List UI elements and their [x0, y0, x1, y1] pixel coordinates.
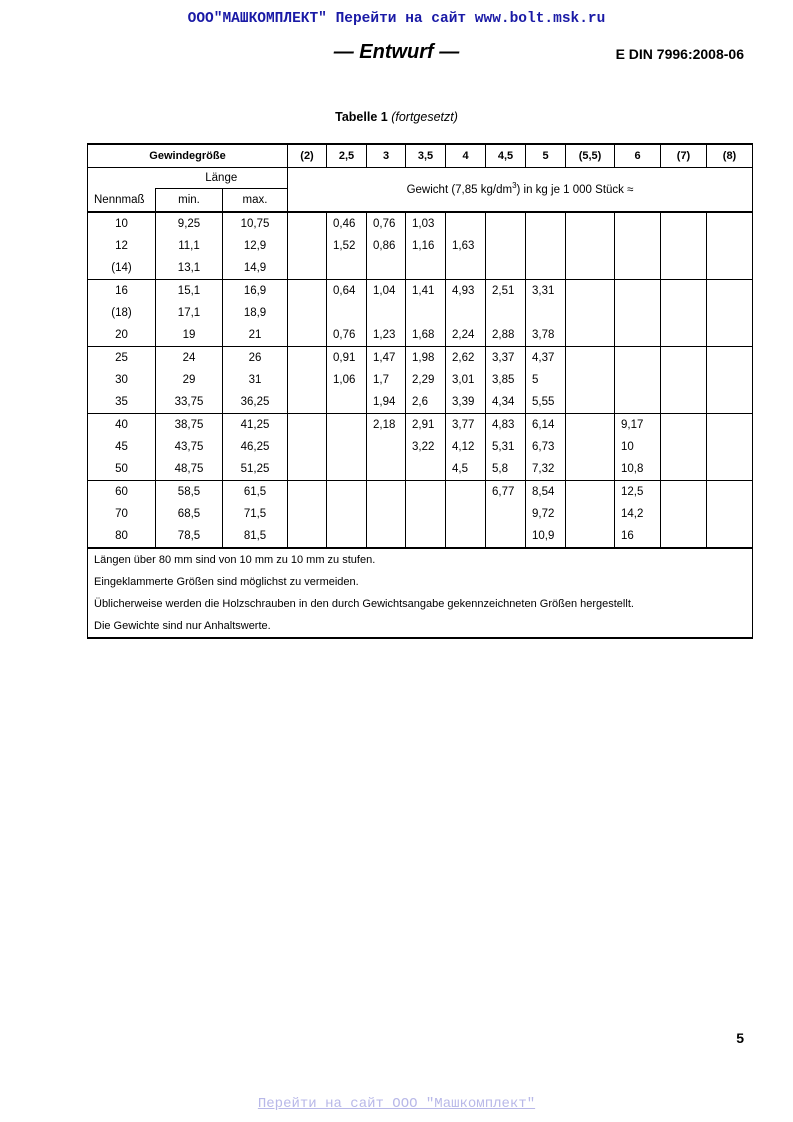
header-laenge: Länge — [156, 168, 288, 189]
table-row — [88, 369, 753, 391]
cell-weight: 12,5 — [615, 481, 661, 504]
table-caption-title: Tabelle 1 — [335, 110, 388, 124]
cell-weight: 9,72 — [526, 503, 566, 525]
cell-weight — [707, 302, 753, 324]
cell-min: 43,75 — [156, 436, 223, 458]
cell-nennmass: 25 — [88, 347, 156, 370]
cell-max: 16,9 — [223, 280, 288, 303]
header-row-sizes — [88, 144, 753, 168]
table-caption — [0, 110, 793, 124]
cell-weight — [707, 212, 753, 235]
cell-weight: 2,51 — [486, 280, 526, 303]
top-site-link[interactable]: ООО"МАШКОМПЛЕКТ" Перейти на сайт www.bolt.msk.ru — [187, 11, 606, 27]
cell-weight — [486, 302, 526, 324]
cell-weight — [367, 481, 406, 504]
cell-weight — [661, 414, 707, 437]
cell-weight — [288, 324, 327, 347]
cell-weight — [288, 347, 327, 370]
cell-weight: 8,54 — [526, 481, 566, 504]
cell-weight — [288, 414, 327, 437]
cell-weight — [327, 481, 367, 504]
cell-nennmass: 70 — [88, 503, 156, 525]
header-min: min. — [156, 189, 223, 213]
cell-min: 58,5 — [156, 481, 223, 504]
cell-weight — [367, 302, 406, 324]
header-size: (8) — [707, 144, 753, 168]
cell-weight — [327, 414, 367, 437]
cell-weight — [661, 324, 707, 347]
header-size: 3,5 — [406, 144, 446, 168]
cell-weight — [566, 436, 615, 458]
cell-nennmass: 35 — [88, 391, 156, 414]
cell-weight — [327, 436, 367, 458]
cell-weight — [288, 235, 327, 257]
cell-min: 17,1 — [156, 302, 223, 324]
cell-max: 21 — [223, 324, 288, 347]
cell-weight — [566, 414, 615, 437]
cell-weight — [615, 302, 661, 324]
cell-weight — [566, 481, 615, 504]
cell-weight: 2,29 — [406, 369, 446, 391]
table-row — [88, 414, 753, 437]
cell-weight: 6,73 — [526, 436, 566, 458]
cell-weight — [707, 369, 753, 391]
cell-weight — [288, 391, 327, 414]
cell-weight — [327, 458, 367, 481]
cell-weight: 1,06 — [327, 369, 367, 391]
cell-weight — [406, 503, 446, 525]
cell-weight — [486, 503, 526, 525]
cell-weight — [661, 458, 707, 481]
cell-min: 68,5 — [156, 503, 223, 525]
cell-weight: 4,12 — [446, 436, 486, 458]
cell-weight — [566, 347, 615, 370]
header-size: 4 — [446, 144, 486, 168]
cell-weight: 10,8 — [615, 458, 661, 481]
cell-weight — [707, 414, 753, 437]
cell-weight: 0,86 — [367, 235, 406, 257]
cell-weight: 7,32 — [526, 458, 566, 481]
page-number: 5 — [736, 1030, 744, 1046]
cell-weight — [406, 302, 446, 324]
cell-weight — [327, 391, 367, 414]
cell-weight: 4,5 — [446, 458, 486, 481]
cell-weight — [406, 458, 446, 481]
cell-weight — [446, 257, 486, 280]
weight-table — [87, 143, 753, 639]
cell-weight — [566, 503, 615, 525]
header-size: (7) — [661, 144, 707, 168]
cell-weight: 3,31 — [526, 280, 566, 303]
cell-weight: 4,83 — [486, 414, 526, 437]
table-row — [88, 525, 753, 548]
table-caption-note: (fortgesetzt) — [391, 110, 458, 124]
header-size: 5 — [526, 144, 566, 168]
cell-weight — [367, 503, 406, 525]
cell-weight — [446, 481, 486, 504]
note-line: Üblicherweise werden die Holzschrauben in den durch Gewichtsangabe gekennzeichneten Größen hergestellt. — [94, 598, 634, 610]
cell-weight: 3,01 — [446, 369, 486, 391]
cell-nennmass: 80 — [88, 525, 156, 548]
header-weight-label: Gewicht (7,85 $kg/dm^3$) in kg je 1 000 Stück ≈ — [288, 168, 753, 213]
cell-weight: 1,23 — [367, 324, 406, 347]
cell-weight: 1,41 — [406, 280, 446, 303]
cell-weight — [406, 525, 446, 548]
cell-weight: 0,64 — [327, 280, 367, 303]
note-line: Die Gewichte sind nur Anhaltswerte. — [94, 620, 271, 632]
cell-max: 81,5 — [223, 525, 288, 548]
cell-min: 13,1 — [156, 257, 223, 280]
cell-weight — [615, 235, 661, 257]
cell-weight — [288, 280, 327, 303]
cell-weight: 4,93 — [446, 280, 486, 303]
cell-weight: 2,6 — [406, 391, 446, 414]
cell-max: 41,25 — [223, 414, 288, 437]
cell-weight: 3,77 — [446, 414, 486, 437]
cell-weight — [615, 212, 661, 235]
table-row — [88, 324, 753, 347]
cell-weight — [566, 369, 615, 391]
note-line: Eingeklammerte Größen sind möglichst zu vermeiden. — [94, 576, 359, 588]
cell-weight: 1,52 — [327, 235, 367, 257]
cell-weight: 0,76 — [367, 212, 406, 235]
cell-max: 46,25 — [223, 436, 288, 458]
cell-weight — [707, 347, 753, 370]
cell-weight: 1,63 — [446, 235, 486, 257]
cell-weight — [615, 347, 661, 370]
cell-weight — [446, 503, 486, 525]
cell-weight — [661, 369, 707, 391]
cell-min: 33,75 — [156, 391, 223, 414]
cell-weight — [486, 212, 526, 235]
cell-weight: 9,17 — [615, 414, 661, 437]
cell-weight — [615, 369, 661, 391]
cell-weight: 0,91 — [327, 347, 367, 370]
cell-weight: 1,16 — [406, 235, 446, 257]
cell-min: 19 — [156, 324, 223, 347]
header-size: (2) — [288, 144, 327, 168]
header-size: 2,5 — [327, 144, 367, 168]
cell-weight — [566, 257, 615, 280]
cell-weight: 2,24 — [446, 324, 486, 347]
cell-weight: 1,68 — [406, 324, 446, 347]
cell-nennmass: 45 — [88, 436, 156, 458]
cell-weight — [288, 257, 327, 280]
cell-weight — [661, 347, 707, 370]
cell-weight — [367, 436, 406, 458]
cell-weight: 5,31 — [486, 436, 526, 458]
cell-weight: 2,91 — [406, 414, 446, 437]
cell-weight — [661, 481, 707, 504]
cell-weight — [566, 324, 615, 347]
cell-weight — [327, 525, 367, 548]
cell-weight — [446, 302, 486, 324]
header-size: 3 — [367, 144, 406, 168]
header-size: 4,5 — [486, 144, 526, 168]
table-row — [88, 436, 753, 458]
header-gewindegroesse: Gewindegröße — [88, 144, 288, 168]
cell-weight — [288, 436, 327, 458]
cell-weight — [367, 257, 406, 280]
cell-weight — [486, 235, 526, 257]
cell-weight — [615, 280, 661, 303]
cell-weight: 6,14 — [526, 414, 566, 437]
cell-nennmass: (18) — [88, 302, 156, 324]
cell-weight — [327, 503, 367, 525]
table-row — [88, 347, 753, 370]
cell-weight — [615, 257, 661, 280]
cell-weight — [615, 324, 661, 347]
cell-weight: 1,94 — [367, 391, 406, 414]
cell-weight — [288, 525, 327, 548]
cell-weight — [406, 481, 446, 504]
table-row — [88, 503, 753, 525]
table-row — [88, 481, 753, 504]
cell-weight — [446, 525, 486, 548]
cell-weight — [707, 436, 753, 458]
cell-weight: 5 — [526, 369, 566, 391]
cell-weight: 14,2 — [615, 503, 661, 525]
cell-nennmass: (14) — [88, 257, 156, 280]
cell-max: 51,25 — [223, 458, 288, 481]
cell-min: 24 — [156, 347, 223, 370]
cell-weight — [526, 302, 566, 324]
cell-weight: 2,18 — [367, 414, 406, 437]
cell-min: 9,25 — [156, 212, 223, 235]
header-row-laenge — [88, 168, 753, 189]
draft-label: — Entwurf — — [333, 41, 460, 63]
cell-weight: 3,37 — [486, 347, 526, 370]
cell-weight — [661, 257, 707, 280]
cell-weight — [526, 212, 566, 235]
cell-weight: 0,46 — [327, 212, 367, 235]
table-notes — [88, 548, 753, 638]
cell-weight — [288, 369, 327, 391]
cell-weight — [566, 458, 615, 481]
cell-weight — [288, 503, 327, 525]
cell-weight: 0,76 — [327, 324, 367, 347]
cell-weight — [566, 212, 615, 235]
cell-weight — [707, 280, 753, 303]
table-row — [88, 280, 753, 303]
table-body — [88, 212, 753, 548]
header-nennmass: Nennmaß — [88, 189, 156, 213]
cell-weight — [707, 324, 753, 347]
cell-weight — [707, 481, 753, 504]
cell-max: 26 — [223, 347, 288, 370]
cell-weight — [446, 212, 486, 235]
table-row — [88, 302, 753, 324]
cell-weight: 2,62 — [446, 347, 486, 370]
cell-weight — [566, 525, 615, 548]
table-row — [88, 257, 753, 280]
cell-weight: 4,34 — [486, 391, 526, 414]
cell-weight — [661, 235, 707, 257]
cell-weight — [566, 280, 615, 303]
table-row — [88, 458, 753, 481]
cell-weight: 3,85 — [486, 369, 526, 391]
cell-weight: 16 — [615, 525, 661, 548]
cell-nennmass: 60 — [88, 481, 156, 504]
cell-weight — [661, 436, 707, 458]
cell-weight — [288, 481, 327, 504]
cell-nennmass: 16 — [88, 280, 156, 303]
table-row — [88, 212, 753, 235]
cell-weight: 1,03 — [406, 212, 446, 235]
cell-weight — [486, 257, 526, 280]
cell-weight: 3,78 — [526, 324, 566, 347]
cell-max: 10,75 — [223, 212, 288, 235]
cell-max: 12,9 — [223, 235, 288, 257]
cell-weight — [707, 235, 753, 257]
cell-weight: 5,55 — [526, 391, 566, 414]
cell-weight — [526, 235, 566, 257]
cell-min: 48,75 — [156, 458, 223, 481]
cell-max: 36,25 — [223, 391, 288, 414]
cell-min: 78,5 — [156, 525, 223, 548]
cell-min: 38,75 — [156, 414, 223, 437]
cell-nennmass: 10 — [88, 212, 156, 235]
cell-nennmass: 20 — [88, 324, 156, 347]
cell-nennmass: 40 — [88, 414, 156, 437]
cell-weight: 2,88 — [486, 324, 526, 347]
cell-weight — [707, 458, 753, 481]
cell-weight: 1,04 — [367, 280, 406, 303]
cell-weight — [288, 458, 327, 481]
cell-weight — [406, 257, 446, 280]
cell-weight — [707, 503, 753, 525]
cell-max: 71,5 — [223, 503, 288, 525]
cell-nennmass: 12 — [88, 235, 156, 257]
cell-weight — [661, 302, 707, 324]
cell-weight: 3,39 — [446, 391, 486, 414]
cell-weight — [566, 391, 615, 414]
cell-weight — [661, 212, 707, 235]
bottom-site-link[interactable]: Перейти на сайт ООО "Машкомплект" — [257, 1096, 536, 1112]
cell-weight: 1,98 — [406, 347, 446, 370]
cell-weight — [707, 257, 753, 280]
cell-weight: 4,37 — [526, 347, 566, 370]
cell-weight: 10,9 — [526, 525, 566, 548]
cell-max: 61,5 — [223, 481, 288, 504]
cell-weight — [566, 302, 615, 324]
cell-weight — [288, 302, 327, 324]
cell-weight: 1,7 — [367, 369, 406, 391]
cell-nennmass: 50 — [88, 458, 156, 481]
cell-weight — [526, 257, 566, 280]
cell-max: 18,9 — [223, 302, 288, 324]
cell-weight: 10 — [615, 436, 661, 458]
header-max: max. — [223, 189, 288, 213]
note-line: Längen über 80 mm sind von 10 mm zu 10 mm zu stufen. — [94, 554, 376, 566]
cell-min: 29 — [156, 369, 223, 391]
cell-weight: 1,47 — [367, 347, 406, 370]
cell-min: 15,1 — [156, 280, 223, 303]
cell-weight — [367, 525, 406, 548]
cell-weight — [327, 257, 367, 280]
header-size: (5,5) — [566, 144, 615, 168]
cell-weight — [367, 458, 406, 481]
cell-weight — [615, 391, 661, 414]
table-row — [88, 235, 753, 257]
cell-weight: 5,8 — [486, 458, 526, 481]
cell-nennmass: 30 — [88, 369, 156, 391]
cell-max: 14,9 — [223, 257, 288, 280]
cell-min: 11,1 — [156, 235, 223, 257]
cell-weight — [661, 503, 707, 525]
cell-weight — [661, 525, 707, 548]
cell-max: 31 — [223, 369, 288, 391]
cell-weight: 6,77 — [486, 481, 526, 504]
header-size: 6 — [615, 144, 661, 168]
table-row — [88, 391, 753, 414]
cell-weight — [327, 302, 367, 324]
cell-weight — [566, 235, 615, 257]
cell-weight — [707, 525, 753, 548]
cell-weight — [288, 212, 327, 235]
cell-weight — [486, 525, 526, 548]
notes-row — [88, 548, 753, 638]
cell-weight: 3,22 — [406, 436, 446, 458]
cell-weight — [661, 391, 707, 414]
document-id: E DIN 7996:2008-06 — [615, 46, 744, 62]
cell-weight — [707, 391, 753, 414]
cell-weight — [661, 280, 707, 303]
